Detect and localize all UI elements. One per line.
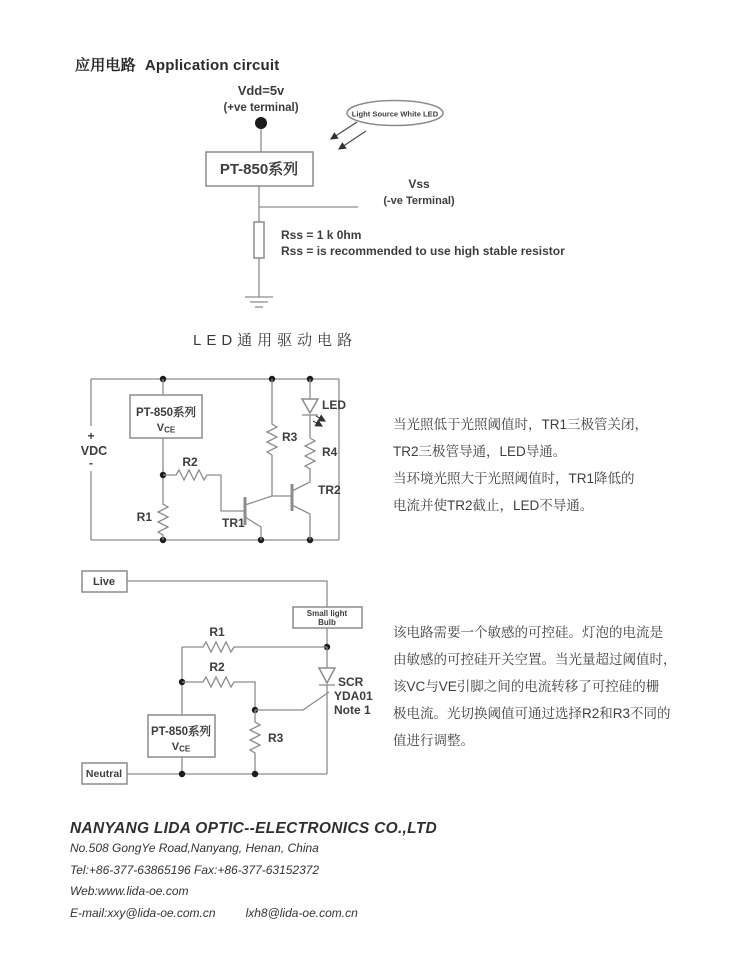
- rss-value-label: Rss = 1 k 0hm: [281, 228, 362, 242]
- description-line: 电流并使TR2截止，LED不导通。: [393, 498, 594, 513]
- page-title-zh: 应用电路: [75, 57, 136, 74]
- description-line: 极电流。光切换阈值可通过选择R2和R3不同的: [393, 706, 671, 721]
- r2-label: R2: [209, 660, 225, 674]
- scr-circuit-description: [393, 619, 677, 754]
- scr-label-1: SCR: [338, 675, 364, 689]
- wire-vss: [259, 186, 358, 222]
- scr-label-3: Note 1: [334, 703, 371, 717]
- company-tel-fax: Tel:+86-377-63865196 Fax:+86-377-63152372: [70, 862, 320, 877]
- description-line: 由敏感的可控硅开关空置。当光量超过阈值时，: [393, 652, 677, 667]
- junction-dot: [179, 771, 185, 777]
- junction-dot: [252, 771, 258, 777]
- vdc-label: VDC: [80, 444, 108, 458]
- light-source-label: Light Source White LED: [351, 109, 439, 119]
- r3-label: R3: [282, 430, 298, 444]
- live-label: Live: [92, 576, 116, 588]
- r3-label: R3: [268, 731, 284, 745]
- vss-label: Vss: [408, 177, 430, 191]
- r1-label: R1: [136, 510, 152, 524]
- description-line: 当光照低于光照阈值时，TR1三极管关闭，: [393, 417, 649, 432]
- ground-icon: [245, 297, 273, 307]
- led-circuit-title: LED通用驱动电路: [193, 332, 358, 349]
- vdc-plus-label: +: [87, 429, 95, 443]
- resistor-r1-c3: [182, 625, 327, 652]
- description-line: 当环境光照大于光照阈值时，TR1降低的: [393, 471, 635, 486]
- wire-live: [127, 581, 327, 607]
- led-circuit-description: [393, 411, 648, 519]
- pt850-box3-label: PT-850系列: [150, 726, 212, 738]
- company-footer: [70, 820, 437, 924]
- light-ray-arrows-icon: [331, 122, 366, 149]
- vdd-sub-label: (+ve terminal): [223, 102, 299, 114]
- light-source-callout: [331, 101, 443, 150]
- circuit2-rails: [91, 379, 339, 540]
- pt850-box2-label: PT-850系列: [135, 407, 197, 419]
- company-email: [70, 903, 437, 925]
- company-web: Web:www.lida-oe.com: [70, 884, 189, 898]
- circuit1-diagram: [206, 83, 565, 307]
- company-name: NANYANG LIDA OPTIC--ELECTRONICS CO.,LTD: [70, 820, 438, 837]
- rss-note-label: Rss = is recommended to use high stable resistor: [281, 244, 565, 258]
- resistor-r1: [137, 504, 168, 540]
- r4-label: R4: [322, 445, 338, 459]
- bulb-label-2: Bulb: [318, 618, 336, 627]
- circuit2-diagram: [81, 376, 347, 543]
- vdd-label: Vdd=5v: [237, 83, 285, 98]
- company-address: No.508 GongYe Road,Nanyang, Henan, China: [70, 841, 319, 855]
- rss-resistor: [254, 222, 264, 258]
- tr1-label: TR1: [222, 516, 245, 530]
- transistor-tr1: [222, 496, 272, 540]
- company-email-1: E-mail:xxy@lida-oe.com.cn: [70, 905, 216, 920]
- resistor-r4: [305, 438, 338, 472]
- led-label: LED: [322, 398, 346, 412]
- scr-icon: [255, 647, 373, 774]
- circuit3-diagram: [82, 571, 373, 784]
- resistor-r3: [267, 379, 298, 496]
- r1-label: R1: [209, 625, 225, 639]
- scr-label-2: YDA01: [334, 689, 373, 703]
- neutral-label: Neutral: [85, 768, 123, 780]
- vce-label: VCE: [156, 422, 176, 435]
- company-email-2: lxh8@lida-oe.com.cn: [245, 905, 358, 920]
- vss-sub-label: (-ve Terminal): [383, 195, 455, 207]
- description-line: 该电路需要一个敏感的可控硅。灯泡的电流是: [393, 625, 663, 640]
- resistor-r2-c3: [182, 660, 255, 710]
- transistor-tr2: [272, 472, 341, 540]
- description-line: TR2三极管导通，LED导通。: [393, 444, 567, 459]
- led-icon: [302, 379, 346, 438]
- bulb-label-1: Small light: [306, 609, 348, 618]
- resistor-r3-c3: [250, 710, 284, 774]
- page-title-en: Application circuit: [144, 57, 280, 74]
- vce-label-3: VCE: [171, 741, 191, 754]
- positive-terminal-dot: [255, 117, 267, 129]
- description-line: 该VC与VE引脚之间的电流转移了可控硅的栅: [393, 679, 660, 694]
- pt850-box-label: PT-850系列: [219, 161, 299, 178]
- r2-label: R2: [182, 455, 198, 469]
- vdc-minus-label: -: [89, 456, 93, 470]
- resistor-r2: [163, 455, 245, 511]
- description-line: 值进行调整。: [393, 733, 474, 748]
- tr2-label: TR2: [318, 483, 341, 497]
